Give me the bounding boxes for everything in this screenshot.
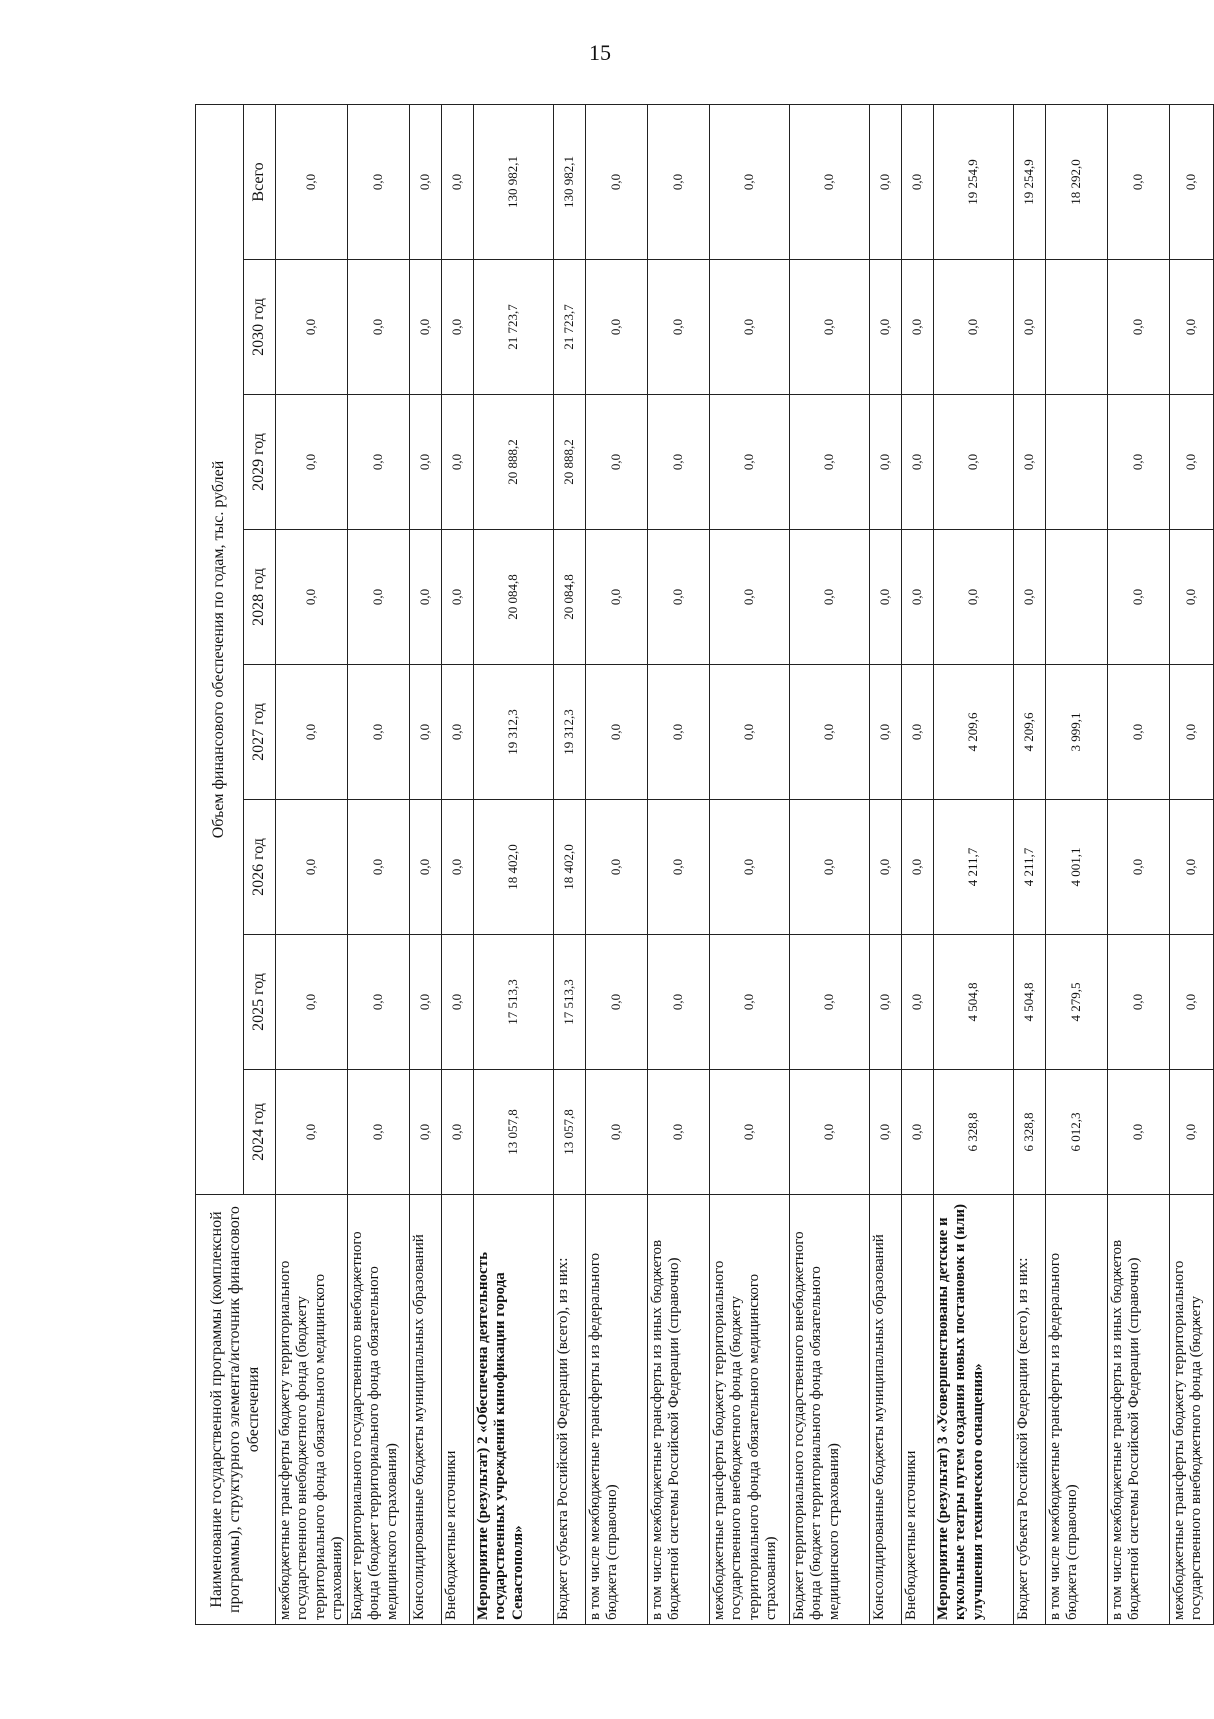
header-year-2: 2026 год xyxy=(244,800,276,935)
row-value-cell: 0,0 xyxy=(410,1070,442,1195)
table-row xyxy=(934,104,1014,1624)
row-value-cell: 0,0 xyxy=(790,530,870,665)
row-value-cell: 0,0 xyxy=(410,104,442,259)
header-year-1: 2025 год xyxy=(244,935,276,1070)
row-value-cell: 13 057,8 xyxy=(554,1070,586,1195)
row-source-name: в том числе межбюджетные трансферты из федерального бюджета (справочно) xyxy=(1046,1195,1108,1625)
table-row xyxy=(410,104,442,1624)
row-value-cell: 0,0 xyxy=(348,530,410,665)
row-value-cell xyxy=(1046,260,1108,395)
row-source-name: межбюджетные трансферты бюджету территориального государственного внебюджетного фонда (бюджету xyxy=(1170,1195,1214,1625)
row-value-cell: 0,0 xyxy=(1170,800,1214,935)
row-value-cell: 21 723,7 xyxy=(474,260,554,395)
row-value-cell: 0,0 xyxy=(586,665,648,800)
table-row xyxy=(554,104,586,1624)
row-value-cell: 0,0 xyxy=(648,1070,710,1195)
row-value-cell: 0,0 xyxy=(710,260,790,395)
row-value-cell: 0,0 xyxy=(1170,1070,1214,1195)
row-value-cell: 0,0 xyxy=(586,530,648,665)
row-value-cell: 0,0 xyxy=(870,665,902,800)
row-value-cell: 0,0 xyxy=(790,395,870,530)
row-value-cell: 0,0 xyxy=(1108,260,1170,395)
row-value-cell: 0,0 xyxy=(902,665,934,800)
row-value-cell: 0,0 xyxy=(276,395,348,530)
row-value-cell: 0,0 xyxy=(442,395,474,530)
row-value-cell: 0,0 xyxy=(348,395,410,530)
row-value-cell: 0,0 xyxy=(410,260,442,395)
row-value-cell: 0,0 xyxy=(1108,104,1170,259)
row-value-cell: 18 402,0 xyxy=(554,800,586,935)
row-source-name: Мероприятие (результат) 3 «Усовершенствованы детские и кукольные театры путем создания новых постановок и (или) улучшения технического оснащения» xyxy=(934,1195,1014,1625)
row-value-cell: 0,0 xyxy=(902,800,934,935)
row-value-cell: 0,0 xyxy=(790,104,870,259)
row-value-cell: 0,0 xyxy=(442,1070,474,1195)
row-value-cell: 13 057,8 xyxy=(474,1070,554,1195)
table-row xyxy=(902,104,934,1624)
header-name-column: Наименование государственной программы (комплексной программы), структурного элемента/источник финансового обеспечения xyxy=(196,1195,276,1625)
row-value-cell: 6 328,8 xyxy=(1014,1070,1046,1195)
row-value-cell: 0,0 xyxy=(902,935,934,1070)
row-value-cell: 0,0 xyxy=(870,104,902,259)
row-value-cell: 0,0 xyxy=(410,395,442,530)
row-value-cell: 0,0 xyxy=(348,935,410,1070)
table-row xyxy=(348,104,410,1624)
row-value-cell: 0,0 xyxy=(934,260,1014,395)
table-row xyxy=(1170,104,1214,1624)
row-value-cell: 4 209,6 xyxy=(1014,665,1046,800)
row-value-cell: 0,0 xyxy=(348,665,410,800)
row-value-cell: 3 999,1 xyxy=(1046,665,1108,800)
row-value-cell: 130 982,1 xyxy=(554,104,586,259)
row-value-cell: 4 211,7 xyxy=(1014,800,1046,935)
row-source-name: Бюджет территориального государственного внебюджетного фонда (бюджет территориального фонда обязательного медицинского страхования) xyxy=(790,1195,870,1625)
row-source-name: межбюджетные трансферты бюджету территориального государственного внебюджетного фонда (бюджету территориального фонда обязательного медицинского страхования) xyxy=(276,1195,348,1625)
row-value-cell: 0,0 xyxy=(1108,800,1170,935)
row-value-cell: 19 312,3 xyxy=(474,665,554,800)
row-value-cell: 0,0 xyxy=(648,395,710,530)
row-value-cell: 0,0 xyxy=(1014,260,1046,395)
header-volume-title: Объем финансового обеспечения по годам, тыс. рублей xyxy=(196,104,244,1194)
row-value-cell: 0,0 xyxy=(586,260,648,395)
row-value-cell: 0,0 xyxy=(586,1070,648,1195)
row-source-name: в том числе межбюджетные трансферты из иных бюджетов бюджетной системы Российской Федерации (справочно) xyxy=(648,1195,710,1625)
header-year-7: Всего xyxy=(244,104,276,259)
table-row xyxy=(710,104,790,1624)
row-value-cell: 17 513,3 xyxy=(474,935,554,1070)
row-value-cell: 0,0 xyxy=(648,104,710,259)
row-value-cell: 0,0 xyxy=(276,935,348,1070)
row-value-cell: 0,0 xyxy=(1170,395,1214,530)
row-value-cell: 0,0 xyxy=(276,1070,348,1195)
row-value-cell: 0,0 xyxy=(710,665,790,800)
row-source-name: межбюджетные трансферты бюджету территориального государственного внебюджетного фонда (бюджету территориального фонда обязательного медицинского страхования) xyxy=(710,1195,790,1625)
row-value-cell: 0,0 xyxy=(410,665,442,800)
budget-table xyxy=(195,104,1214,1625)
row-source-name: Консолидированные бюджеты муниципальных образований xyxy=(870,1195,902,1625)
row-value-cell: 4 504,8 xyxy=(1014,935,1046,1070)
table-row xyxy=(586,104,648,1624)
row-value-cell: 19 254,9 xyxy=(934,104,1014,259)
table-row xyxy=(790,104,870,1624)
row-value-cell: 0,0 xyxy=(902,395,934,530)
row-value-cell: 6 328,8 xyxy=(934,1070,1014,1195)
row-source-name: в том числе межбюджетные трансферты из федерального бюджета (справочно) xyxy=(586,1195,648,1625)
row-value-cell: 0,0 xyxy=(934,395,1014,530)
row-value-cell: 0,0 xyxy=(790,1070,870,1195)
row-source-name: Бюджет территориального государственного внебюджетного фонда (бюджет территориального фонда обязательного медицинского страхования) xyxy=(348,1195,410,1625)
row-value-cell: 20 888,2 xyxy=(474,395,554,530)
row-value-cell: 0,0 xyxy=(1108,1070,1170,1195)
header-year-5: 2029 год xyxy=(244,395,276,530)
row-value-cell: 4 209,6 xyxy=(934,665,1014,800)
row-value-cell: 0,0 xyxy=(902,1070,934,1195)
row-source-name: Бюджет субъекта Российской Федерации (всего), из них: xyxy=(1014,1195,1046,1625)
row-value-cell: 0,0 xyxy=(276,260,348,395)
row-value-cell: 0,0 xyxy=(442,104,474,259)
row-value-cell: 0,0 xyxy=(410,800,442,935)
row-value-cell: 0,0 xyxy=(790,260,870,395)
row-value-cell: 18 402,0 xyxy=(474,800,554,935)
row-value-cell: 4 279,5 xyxy=(1046,935,1108,1070)
row-value-cell: 0,0 xyxy=(870,935,902,1070)
row-value-cell: 0,0 xyxy=(870,530,902,665)
row-value-cell: 0,0 xyxy=(934,530,1014,665)
row-value-cell: 0,0 xyxy=(348,1070,410,1195)
row-value-cell: 0,0 xyxy=(648,260,710,395)
row-value-cell: 0,0 xyxy=(1108,665,1170,800)
header-year-3: 2027 год xyxy=(244,665,276,800)
table-row xyxy=(1108,104,1170,1624)
row-value-cell: 0,0 xyxy=(902,104,934,259)
row-value-cell: 17 513,3 xyxy=(554,935,586,1070)
rotated-table-container xyxy=(195,105,1205,1625)
row-value-cell: 0,0 xyxy=(710,104,790,259)
row-source-name: Мероприятие (результат) 2 «Обеспечена деятельность государственных учреждений кинофикации города Севастополя» xyxy=(474,1195,554,1625)
row-value-cell: 6 012,3 xyxy=(1046,1070,1108,1195)
row-value-cell: 4 001,1 xyxy=(1046,800,1108,935)
row-value-cell: 0,0 xyxy=(586,935,648,1070)
row-value-cell: 0,0 xyxy=(710,935,790,1070)
row-source-name: в том числе межбюджетные трансферты из иных бюджетов бюджетной системы Российской Федерации (справочно) xyxy=(1108,1195,1170,1625)
row-value-cell: 0,0 xyxy=(442,665,474,800)
table-row xyxy=(474,104,554,1624)
row-value-cell: 21 723,7 xyxy=(554,260,586,395)
row-value-cell: 0,0 xyxy=(442,260,474,395)
row-value-cell: 0,0 xyxy=(902,530,934,665)
row-value-cell: 130 982,1 xyxy=(474,104,554,259)
row-source-name: Бюджет субъекта Российской Федерации (всего), из них: xyxy=(554,1195,586,1625)
header-year-4: 2028 год xyxy=(244,530,276,665)
row-value-cell: 20 084,8 xyxy=(554,530,586,665)
row-value-cell: 0,0 xyxy=(276,800,348,935)
row-value-cell: 0,0 xyxy=(710,530,790,665)
row-value-cell: 0,0 xyxy=(586,395,648,530)
row-value-cell: 0,0 xyxy=(710,1070,790,1195)
table-row xyxy=(648,104,710,1624)
row-value-cell: 0,0 xyxy=(648,665,710,800)
row-value-cell: 0,0 xyxy=(870,800,902,935)
page-number: 15 xyxy=(589,40,611,65)
row-value-cell: 0,0 xyxy=(870,260,902,395)
table-row xyxy=(1014,104,1046,1624)
row-value-cell: 0,0 xyxy=(1014,395,1046,530)
row-value-cell: 19 312,3 xyxy=(554,665,586,800)
row-source-name: Консолидированные бюджеты муниципальных образований xyxy=(410,1195,442,1625)
row-value-cell: 0,0 xyxy=(410,935,442,1070)
row-value-cell: 0,0 xyxy=(442,935,474,1070)
row-value-cell: 0,0 xyxy=(348,800,410,935)
row-value-cell: 0,0 xyxy=(1170,530,1214,665)
row-value-cell: 4 504,8 xyxy=(934,935,1014,1070)
header-year-0: 2024 год xyxy=(244,1070,276,1195)
row-value-cell: 0,0 xyxy=(1108,395,1170,530)
row-value-cell: 0,0 xyxy=(348,104,410,259)
row-value-cell: 0,0 xyxy=(276,104,348,259)
row-value-cell xyxy=(1046,530,1108,665)
row-value-cell: 0,0 xyxy=(348,260,410,395)
row-value-cell: 20 888,2 xyxy=(554,395,586,530)
table-row xyxy=(870,104,902,1624)
row-value-cell: 0,0 xyxy=(586,104,648,259)
header-year-6: 2030 год xyxy=(244,260,276,395)
row-value-cell: 18 292,0 xyxy=(1046,104,1108,259)
row-value-cell: 0,0 xyxy=(710,395,790,530)
row-value-cell: 0,0 xyxy=(710,800,790,935)
row-value-cell: 4 211,7 xyxy=(934,800,1014,935)
table-row xyxy=(1046,104,1108,1624)
row-value-cell: 0,0 xyxy=(1170,260,1214,395)
row-value-cell: 0,0 xyxy=(1014,530,1046,665)
row-value-cell: 0,0 xyxy=(790,935,870,1070)
row-value-cell: 0,0 xyxy=(790,800,870,935)
row-value-cell: 20 084,8 xyxy=(474,530,554,665)
row-source-name: Внебюджетные источники xyxy=(442,1195,474,1625)
row-value-cell: 0,0 xyxy=(442,800,474,935)
row-source-name: Внебюджетные источники xyxy=(902,1195,934,1625)
row-value-cell: 0,0 xyxy=(1170,665,1214,800)
row-value-cell: 0,0 xyxy=(276,665,348,800)
row-value-cell: 0,0 xyxy=(902,260,934,395)
row-value-cell: 0,0 xyxy=(1108,530,1170,665)
row-value-cell: 0,0 xyxy=(648,530,710,665)
table-row xyxy=(442,104,474,1624)
row-value-cell: 0,0 xyxy=(442,530,474,665)
row-value-cell: 0,0 xyxy=(586,800,648,935)
row-value-cell: 0,0 xyxy=(648,800,710,935)
row-value-cell: 0,0 xyxy=(648,935,710,1070)
row-value-cell: 0,0 xyxy=(870,395,902,530)
row-value-cell: 0,0 xyxy=(1170,104,1214,259)
row-value-cell: 19 254,9 xyxy=(1014,104,1046,259)
row-value-cell: 0,0 xyxy=(410,530,442,665)
row-value-cell: 0,0 xyxy=(1170,935,1214,1070)
row-value-cell: 0,0 xyxy=(276,530,348,665)
table-row xyxy=(276,104,348,1624)
row-value-cell: 0,0 xyxy=(790,665,870,800)
row-value-cell xyxy=(1046,395,1108,530)
row-value-cell: 0,0 xyxy=(1108,935,1170,1070)
row-value-cell: 0,0 xyxy=(870,1070,902,1195)
